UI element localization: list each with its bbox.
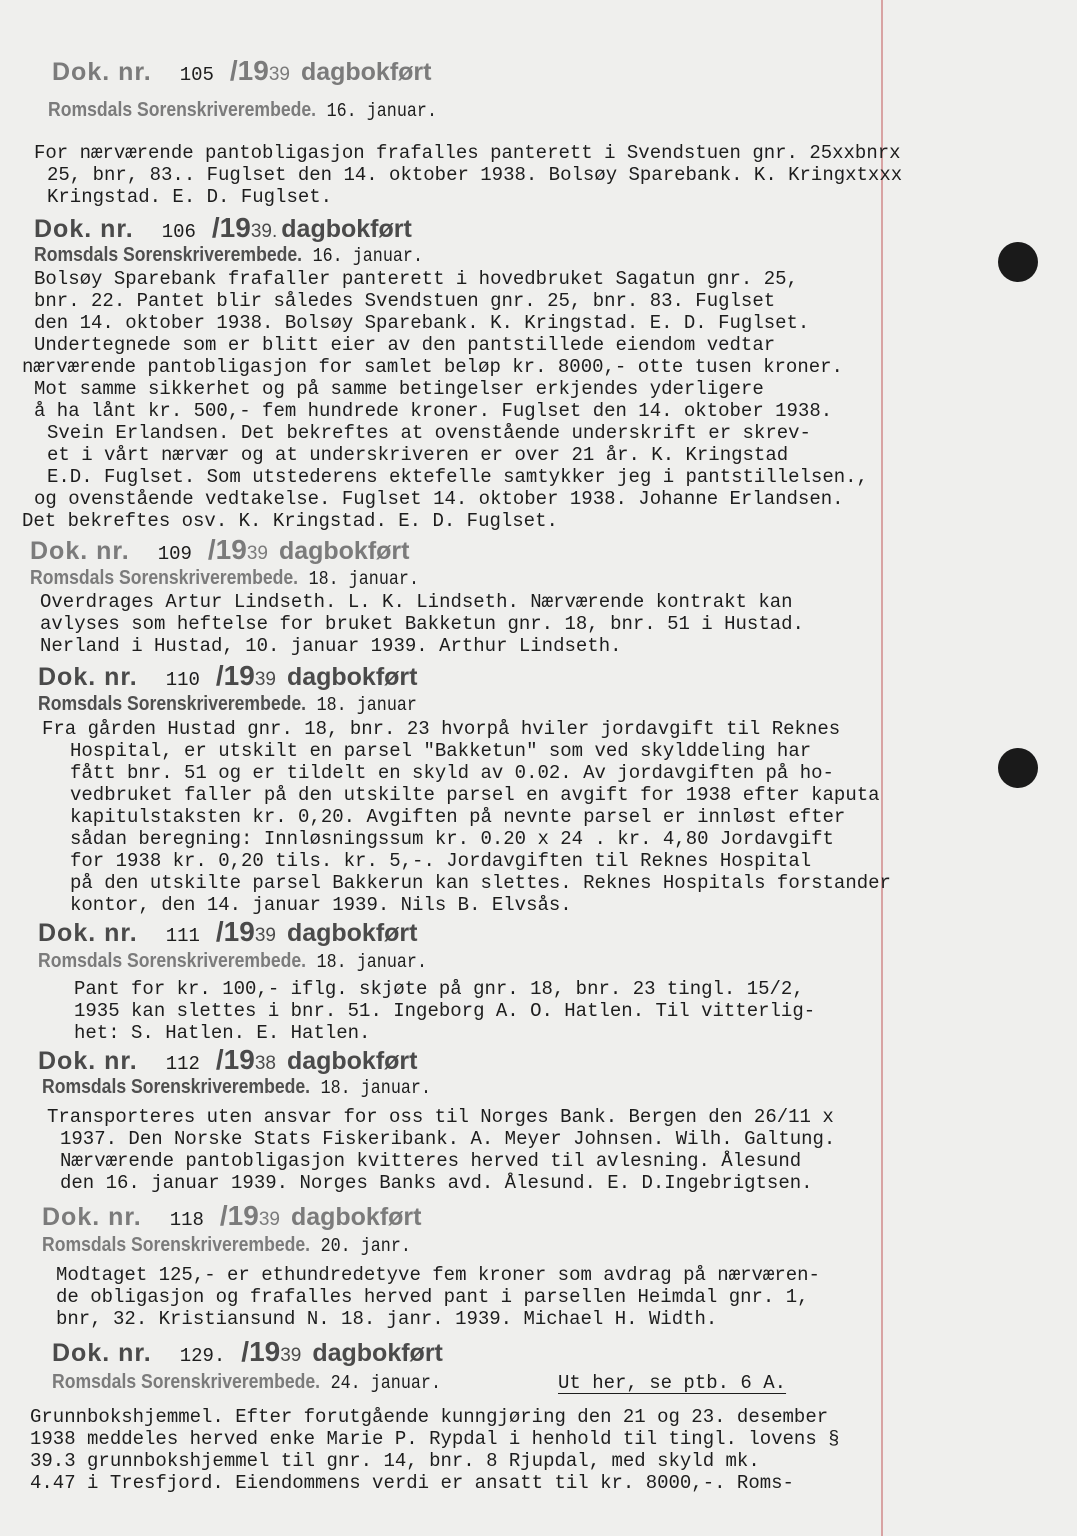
entry-line: fått bnr. 51 og er tildelt en skyld av 0.02. Av jordavgiften på ho- bbox=[70, 762, 834, 784]
office-stamp: Romsdals Sorenskriverembede. 16. januar. bbox=[48, 99, 437, 122]
office-stamp: Romsdals Sorenskriverembede. 18. januar. bbox=[42, 1076, 431, 1099]
entry-line: Overdrages Artur Lindseth. L. K. Lindseth. Nærværende kontrakt kan bbox=[40, 591, 793, 613]
entry-line: den 14. oktober 1938. Bolsøy Sparebank. K. Kringstad. E. D. Fuglset. bbox=[34, 312, 810, 334]
entry-line: bnr, 32. Kristiansund N. 18. janr. 1939. Michael H. Width. bbox=[56, 1308, 718, 1330]
entry-line: kapitulstaksten kr. 0,20. Avgiften på nevnte parsel er innløst efter bbox=[70, 806, 846, 828]
entry-line: 25, bnr, 83.. Fuglset den 14. oktober 1938. Bolsøy Sparebank. K. Kringxtxxx bbox=[47, 164, 903, 186]
entry-line: 4.47 i Tresfjord. Eiendommens verdi er ansatt til kr. 8000,-. Roms- bbox=[30, 1472, 794, 1494]
dok-nr-stamp: Dok. nr. 111 /1939 dagbokført bbox=[38, 916, 418, 947]
entry-line: sådan beregning: Innløsningssum kr. 0.20 x 24 . kr. 4,80 Jordavgift bbox=[70, 828, 834, 850]
entry-line: Grunnbokshjemmel. Efter forutgående kunngjøring den 21 og 23. desember bbox=[30, 1406, 829, 1428]
office-stamp: Romsdals Sorenskriverembede. 16. januar. bbox=[34, 244, 423, 267]
entry-line: Hospital, er utskilt en parsel "Bakketun" som ved skylddeling har bbox=[70, 740, 812, 762]
entry-line: og ovenstående vedtakelse. Fuglset 14. oktober 1938. Johanne Erlandsen. bbox=[34, 488, 844, 510]
entry-line: Mot samme sikkerhet og på samme betingelser erkjendes yderligere bbox=[34, 378, 764, 400]
entry-line: kontor, den 14. januar 1939. Nils B. Elvsås. bbox=[70, 894, 572, 916]
entry-line: å ha lånt kr. 500,- fem hundrede kroner. Fuglset den 14. oktober 1938. bbox=[34, 400, 833, 422]
entry-line: Fra gården Hustad gnr. 18, bnr. 23 hvorpå hviler jordavgift til Reknes bbox=[42, 718, 841, 740]
entry-line: vedbruket faller på den utskilte parsel en avgift for 1938 efter kaputa bbox=[70, 784, 880, 806]
entry-line: for 1938 kr. 0,20 tils. kr. 5,-. Jordavgiften til Reknes Hospital bbox=[70, 850, 812, 872]
entry-line: For nærværende pantobligasjon frafalles panterett i Svendstuen gnr. 25xxbnrx bbox=[34, 142, 901, 164]
entry-line: 1938 meddeles herved enke Marie P. Rypdal i henhold til tingl. lovens § bbox=[30, 1428, 840, 1450]
dok-nr-stamp: Dok. nr. 105 /1939 dagbokført bbox=[52, 55, 432, 86]
entry-line: Kringstad. E. D. Fuglset. bbox=[47, 186, 333, 208]
entry-line: 1937. Den Norske Stats Fiskeribank. A. Meyer Johnsen. Wilh. Galtung. bbox=[60, 1128, 836, 1150]
office-stamp: Romsdals Sorenskriverembede. 20. janr. bbox=[42, 1234, 411, 1257]
entry-line: Modtaget 125,- er ethundredetyve fem kroner som avdrag på nærværen- bbox=[56, 1264, 820, 1286]
margin-line bbox=[881, 0, 883, 1536]
office-stamp: Romsdals Sorenskriverembede. 24. januar. bbox=[52, 1371, 441, 1394]
office-stamp: Romsdals Sorenskriverembede. 18. januar. bbox=[30, 567, 419, 590]
dok-nr-stamp: Dok. nr. 109 /1939 dagbokført bbox=[30, 534, 410, 565]
dok-nr-stamp: Dok. nr. 118 /1939 dagbokført bbox=[42, 1200, 422, 1231]
entry-line: Nærværende pantobligasjon kvitteres herved til avlesning. Ålesund bbox=[60, 1150, 802, 1172]
entry-line: Pant for kr. 100,- iflg. skjøte på gnr. 18, bnr. 23 tingl. 15/2, bbox=[74, 978, 804, 1000]
entry-line: E.D. Fuglset. Som utstederens ektefelle samtykker jeg i pantstillelsen., bbox=[47, 466, 868, 488]
entry-line: Bolsøy Sparebank frafaller panterett i hovedbruket Sagatun gnr. 25, bbox=[34, 268, 798, 290]
dok-nr-stamp: Dok. nr. 110 /1939 dagbokført bbox=[38, 660, 418, 691]
entry-line: på den utskilte parsel Bakkerun kan slettes. Reknes Hospitals forstander bbox=[70, 872, 891, 894]
entry-line: 1935 kan slettes i bnr. 51. Ingeborg A. O. Hatlen. Til vitterlig- bbox=[74, 1000, 816, 1022]
office-stamp: Romsdals Sorenskriverembede. 18. januar bbox=[38, 693, 417, 716]
entry-line: et i vårt nærvær og at underskriveren er over 21 år. K. Kringstad bbox=[47, 444, 789, 466]
entry-line: den 16. januar 1939. Norges Banks avd. Ålesund. E. D.Ingebrigtsen. bbox=[60, 1172, 813, 1194]
dok-nr-stamp: Dok. nr. 112 /1938 dagbokført bbox=[38, 1044, 418, 1075]
binder-hole-bottom bbox=[998, 748, 1038, 788]
entry-line: 39.3 grunnbokshjemmel til gnr. 14, bnr. 8 Rjupdal, med skyld mk. bbox=[30, 1450, 760, 1472]
entry-line: Transporteres uten ansvar for oss til Norges Bank. Bergen den 26/11 x bbox=[47, 1106, 834, 1128]
entry-line: de obligasjon og frafalles herved pant i parsellen Heimdal gnr. 1, bbox=[56, 1286, 809, 1308]
entry-line: avlyses som heftelse for bruket Bakketun gnr. 18, bnr. 51 i Hustad. bbox=[40, 613, 804, 635]
office-stamp: Romsdals Sorenskriverembede. 18. januar. bbox=[38, 950, 427, 973]
binder-hole-top bbox=[998, 242, 1038, 282]
entry-line: Svein Erlandsen. Det bekreftes at ovenstående underskrift er skrev- bbox=[47, 422, 811, 444]
entry-line: bnr. 22. Pantet blir således Svendstuen gnr. 25, bnr. 83. Fuglset bbox=[34, 290, 776, 312]
entry-line: Nerland i Hustad, 10. januar 1939. Arthur Lindseth. bbox=[40, 635, 622, 657]
entry-line: nærværende pantobligasjon for samlet beløp kr. 8000,- otte tusen kroner. bbox=[22, 356, 843, 378]
entry-line: het: S. Hatlen. E. Hatlen. bbox=[74, 1022, 371, 1044]
dok-nr-stamp: Dok. nr. 129. /1939 dagbokført bbox=[52, 1336, 443, 1367]
dok-nr-stamp: Dok. nr. 106 /1939. dagbokført bbox=[34, 212, 412, 243]
entry-line: Det bekreftes osv. K. Kringstad. E. D. Fuglset. bbox=[22, 510, 558, 532]
margin-note: Ut her, se ptb. 6 A. bbox=[558, 1372, 787, 1394]
entry-line: Undertegnede som er blitt eier av den pantstillede eiendom vedtar bbox=[34, 334, 776, 356]
